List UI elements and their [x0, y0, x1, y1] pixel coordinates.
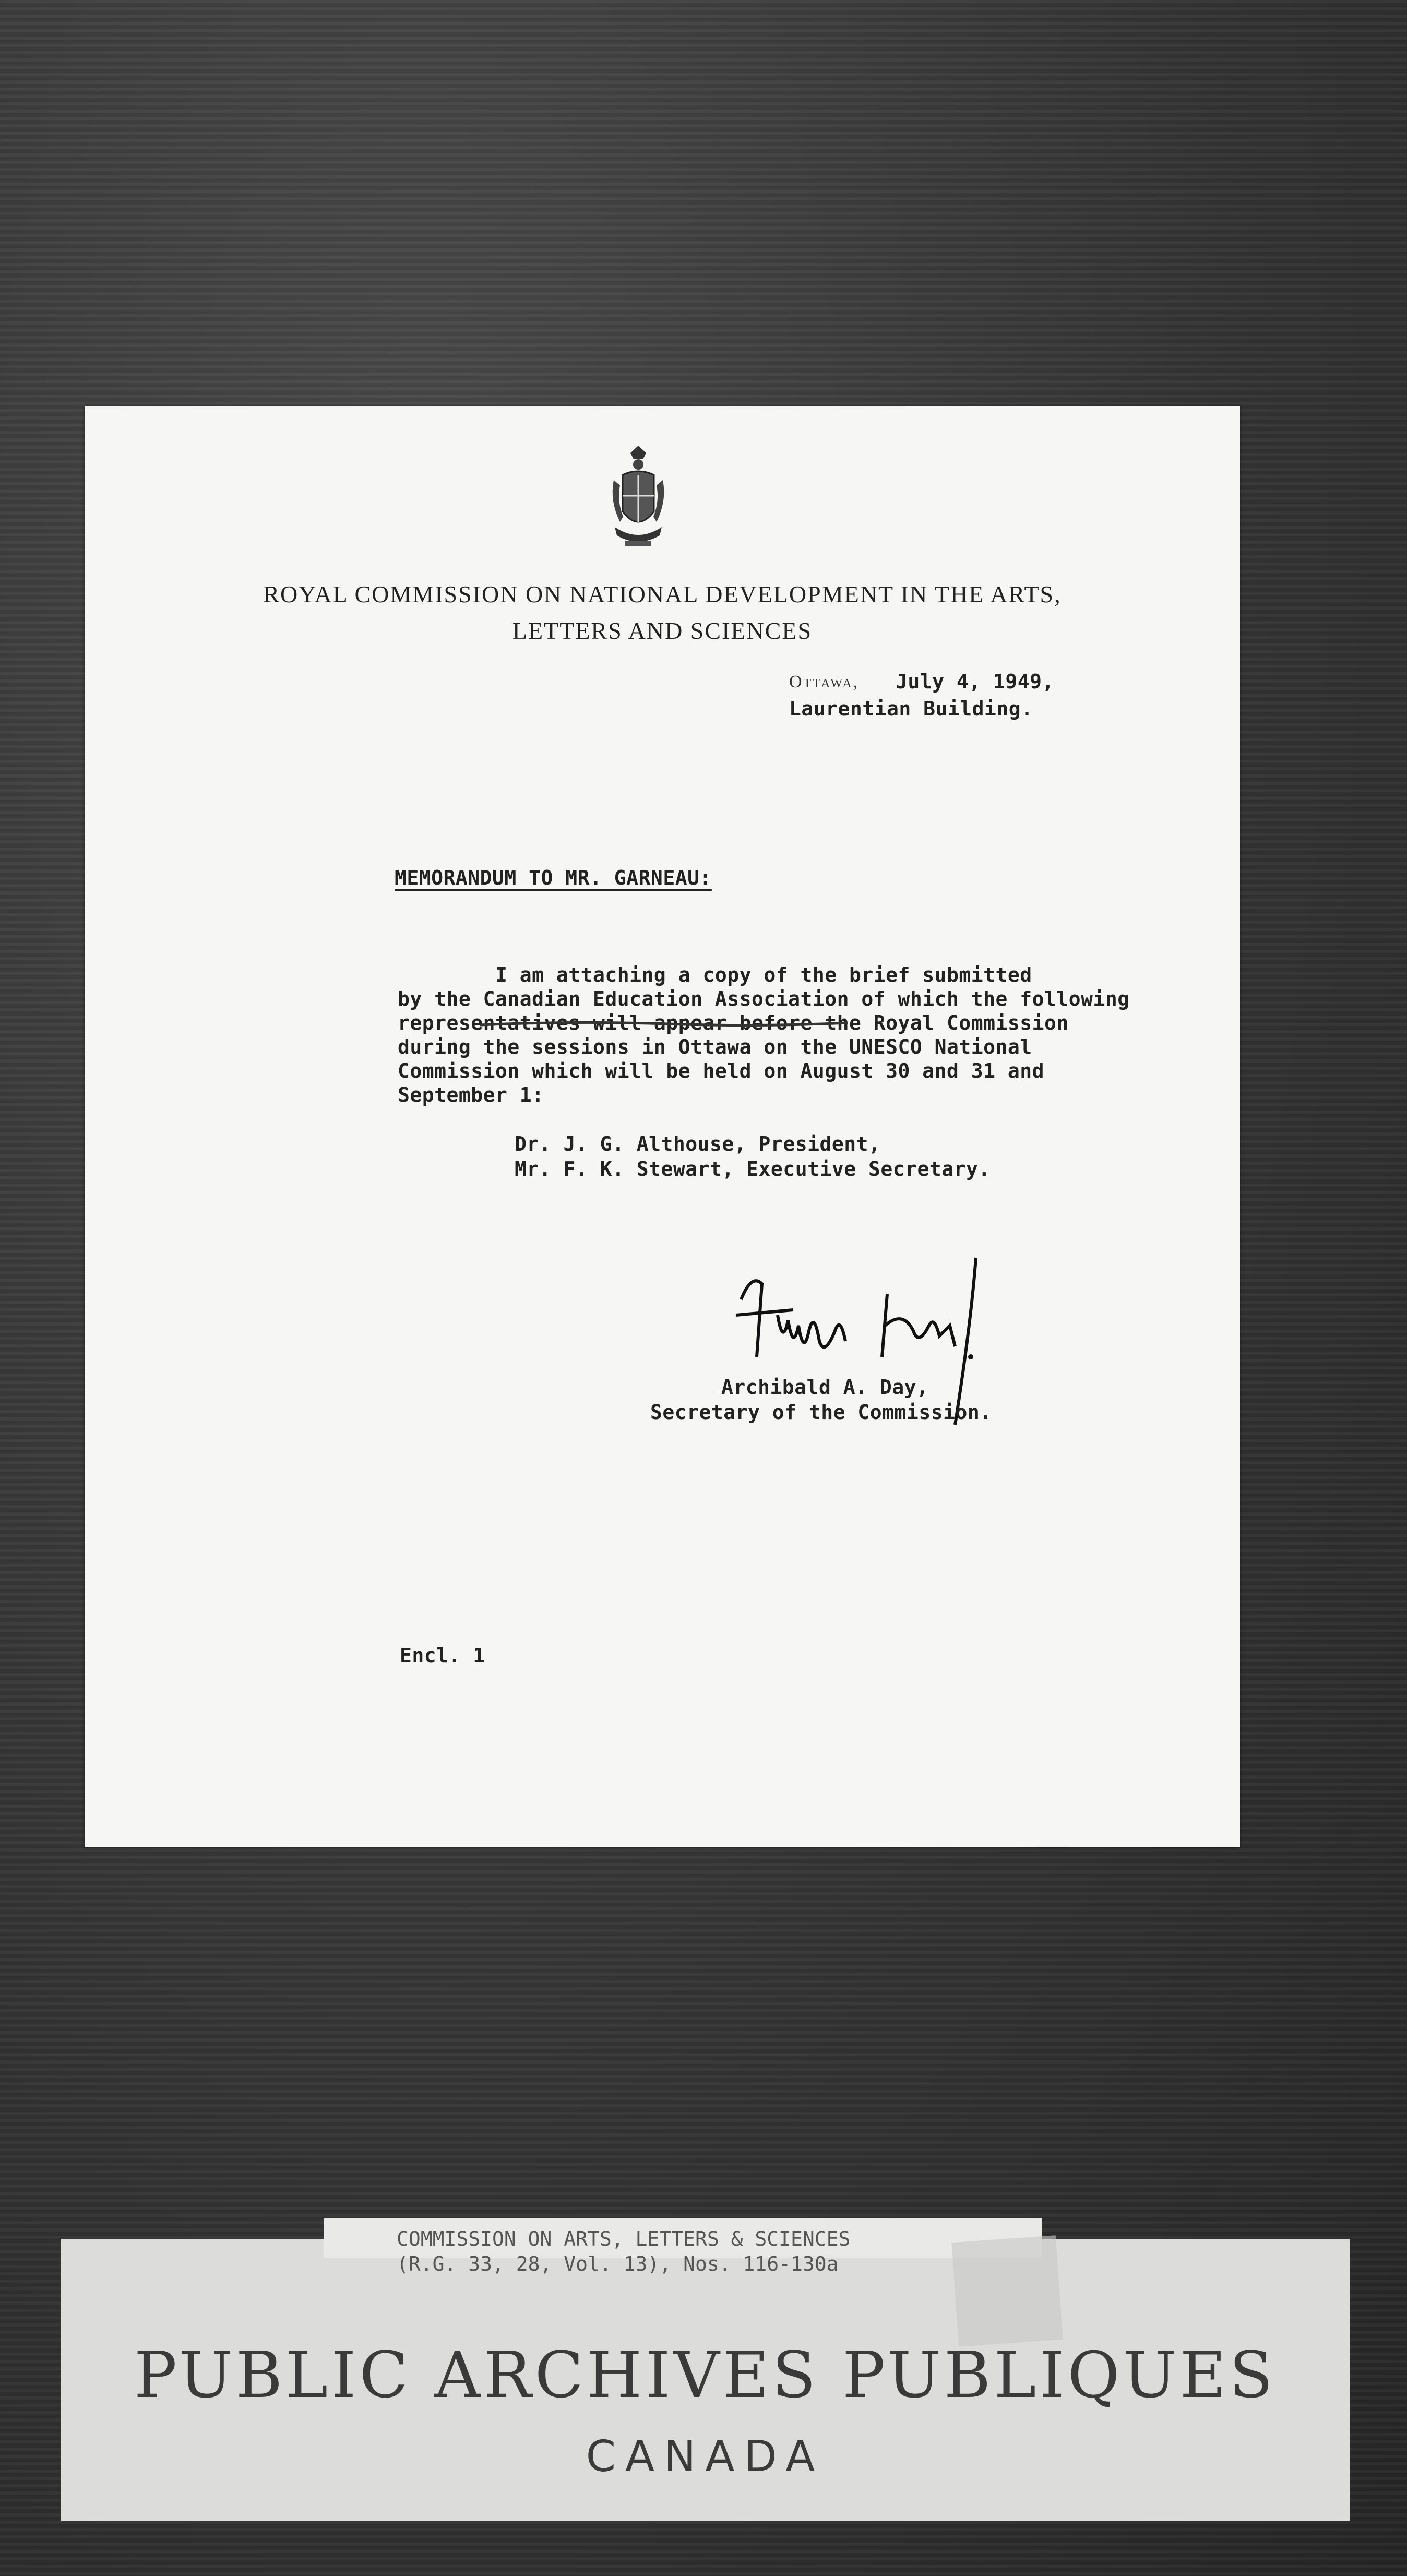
- royal-coat-of-arms-icon: [610, 444, 667, 558]
- handwritten-underline: [479, 1019, 849, 1030]
- dateline-date: July 4, 1949,: [896, 670, 1054, 693]
- memo-body-line-5: Commission which will be held on August 30 and 31 and: [398, 1059, 1045, 1082]
- signatory-title: Secretary of the Commission.: [650, 1401, 992, 1424]
- archive-title: PUBLIC ARCHIVES PUBLIQUES: [134, 2338, 1277, 2412]
- dateline-city: Ottawa,: [789, 672, 860, 691]
- enclosure-note: Encl. 1: [400, 1644, 485, 1667]
- tape-patch: [951, 2235, 1063, 2346]
- dateline-building: Laurentian Building.: [789, 697, 1033, 720]
- letterhead-line-2: LETTERS AND SCIENCES: [512, 617, 813, 644]
- memo-title: MEMORANDUM TO MR. GARNEAU:: [395, 866, 712, 889]
- memo-body-line-1: I am attaching a copy of the brief submitted: [398, 963, 1032, 986]
- memo-body-line-2: by the Canadian Education Association of which the following: [398, 987, 1130, 1010]
- signatory-name: Archibald A. Day,: [721, 1376, 929, 1399]
- file-reference-line-1: COMMISSION ON ARTS, LETTERS & SCIENCES: [397, 2227, 851, 2250]
- letterhead-line-1: ROYAL COMMISSION ON NATIONAL DEVELOPMENT IN THE ARTS,: [263, 581, 1062, 607]
- file-reference-line-2: (R.G. 33, 28, Vol. 13), Nos. 116-130a: [397, 2252, 839, 2275]
- memo-body-line-4: during the sessions in Ottawa on the UNESCO National: [398, 1035, 1032, 1058]
- representative-1: Dr. J. G. Althouse, President,: [515, 1132, 881, 1155]
- archive-country: CANADA: [586, 2432, 825, 2482]
- representative-2: Mr. F. K. Stewart, Executive Secretary.: [515, 1158, 991, 1180]
- memo-body-line-6: September 1:: [398, 1083, 544, 1106]
- memo-body-line-3: representatives will appear before the Royal Commission: [398, 1011, 1069, 1034]
